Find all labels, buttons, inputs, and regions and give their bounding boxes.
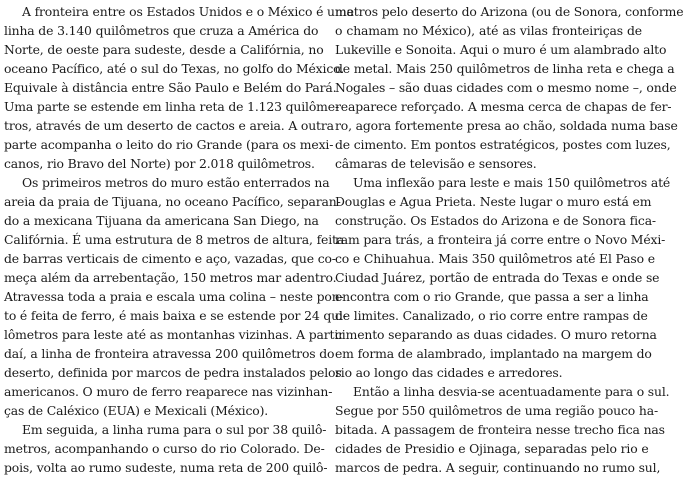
text-line: metros, acompanhando o curso do rio Colorado. De- bbox=[4, 441, 325, 456]
text-line: canos, rio Bravo del Norte) por 2.018 quilômetros. bbox=[4, 156, 315, 171]
text-line: Lukeville e Sonoita. Aqui o muro é um alambrado alto bbox=[335, 42, 667, 57]
text-line: Nogales – são duas cidades com o mesmo nome –, onde bbox=[335, 80, 677, 95]
text-line: co e Chihuahua. Mais 350 quilômetros até El Paso e bbox=[335, 251, 655, 266]
text-line: Em seguida, a linha ruma para o sul por 38 quilô- bbox=[22, 422, 327, 437]
text-line: meça além da arrebentação, 150 metros mar adentro. bbox=[4, 270, 337, 285]
right-text-column bbox=[335, 2, 683, 477]
text-line: lômetros para leste até as montanhas vizinhas. A partir bbox=[4, 327, 344, 342]
text-line: cidades de Presidio e Ojinaga, separadas pelo rio e bbox=[335, 441, 649, 456]
text-line: marcos de pedra. A seguir, continuando no rumo sul, bbox=[335, 460, 661, 475]
text-line: parte acompanha o leito do rio Grande (para os mexi- bbox=[4, 137, 334, 152]
text-line: to é feita de ferro, é mais baixa e se estende por 24 qui- bbox=[4, 308, 347, 323]
text-line: em forma de alambrado, implantado na margem do bbox=[335, 346, 652, 361]
text-line: Norte, de oeste para sudeste, desde a Califórnia, no bbox=[4, 42, 324, 57]
text-line: o chamam no México), até as vilas fronteiriças de bbox=[335, 23, 642, 38]
text-line: A fronteira entre os Estados Unidos e o México é uma bbox=[22, 4, 354, 19]
text-line: Uma inflexão para leste e mais 150 quilômetros até bbox=[353, 175, 671, 190]
text-line: de barras verticais de cimento e aço, vazadas, que co- bbox=[4, 251, 336, 266]
text-line: areia da praia de Tijuana, no oceano Pacífico, separan- bbox=[4, 194, 341, 209]
text-line: metros pelo deserto do Arizona (ou de Sonora, conforme bbox=[335, 4, 683, 19]
text-line: reaparece reforçado. A mesma cerca de chapas de fer- bbox=[335, 99, 672, 114]
text-line: rio ao longo das cidades e arredores. bbox=[335, 365, 563, 380]
text-line: Os primeiros metros do muro estão enterrados na bbox=[22, 175, 330, 190]
text-line: tros, através de um deserto de cactos e areia. A outra bbox=[4, 118, 334, 133]
text-line: pois, volta ao rumo sudeste, numa reta de 200 quilô- bbox=[4, 460, 328, 475]
text-line: encontra com o rio Grande, que passa a ser a linha bbox=[335, 289, 649, 304]
text-line: deserto, definida por marcos de pedra instalados pelos bbox=[4, 365, 342, 380]
text-line: Segue por 550 quilômetros de uma região pouco ha- bbox=[335, 403, 658, 418]
text-line: ram para trás, a fronteira já corre entre o Novo Méxi- bbox=[335, 232, 666, 247]
text-line: oceano Pacífico, até o sul do Texas, no golfo do México. bbox=[4, 61, 344, 76]
text-line: Atravessa toda a praia e escala uma colina – neste pon- bbox=[4, 289, 344, 304]
text-line: de metal. Mais 250 quilômetros de linha reta e chega a bbox=[335, 61, 675, 76]
text-line: daí, a linha de fronteira atravessa 200 quilômetros do bbox=[4, 346, 335, 361]
left-text-column bbox=[4, 2, 354, 477]
text-line: de limites. Canalizado, o rio corre entre rampas de bbox=[335, 308, 648, 323]
text-line: Ciudad Juárez, portão de entrada do Texas e onde se bbox=[335, 270, 660, 285]
text-line: linha de 3.140 quilômetros que cruza a América do bbox=[4, 23, 319, 38]
text-line: construção. Os Estados do Arizona e de Sonora fica- bbox=[335, 213, 656, 228]
text-line: americanos. O muro de ferro reaparece nas vizinhan- bbox=[4, 384, 333, 399]
text-line: de cimento. Em pontos estratégicos, postes com luzes, bbox=[335, 137, 671, 152]
text-line: Uma parte se estende em linha reta de 1.123 quilôme- bbox=[4, 99, 339, 114]
text-line: ças de Caléxico (EUA) e Mexicali (México). bbox=[4, 403, 269, 418]
text-line: Califórnia. É uma estrutura de 8 metros de altura, feita bbox=[4, 232, 345, 247]
text-line: cimento separando as duas cidades. O muro retorna bbox=[335, 327, 657, 342]
text-line: bitada. A passagem de fronteira nesse trecho fica nas bbox=[335, 422, 665, 437]
text-line: Então a linha desvia-se acentuadamente para o sul. bbox=[353, 384, 670, 399]
text-line: Equivale à distância entre São Paulo e Belém do Pará. bbox=[4, 80, 337, 95]
text-line: câmaras de televisão e sensores. bbox=[335, 156, 537, 171]
text-line: Douglas e Agua Prieta. Neste lugar o muro está em bbox=[335, 194, 652, 209]
text-line: do a mexicana Tijuana da americana San Diego, na bbox=[4, 213, 319, 228]
text-line: ro, agora fortemente presa ao chão, soldada numa base bbox=[335, 118, 678, 133]
